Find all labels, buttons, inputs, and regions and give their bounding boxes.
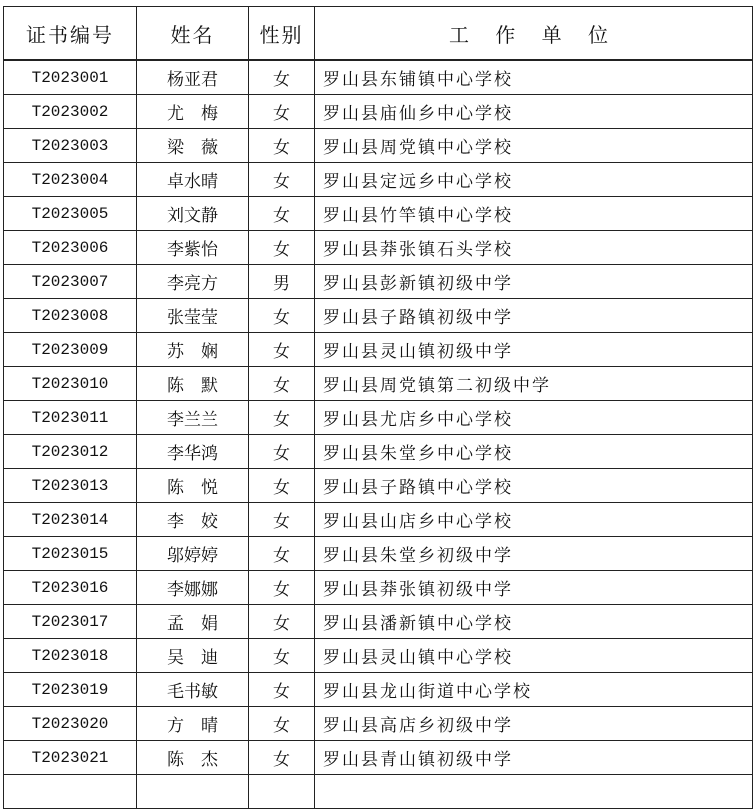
table-row [4, 401, 753, 435]
certificate-number-cell: T2023020 [4, 707, 137, 741]
name-cell: 刘文静 [137, 197, 249, 231]
work-unit-cell: 罗山县青山镇初级中学 [315, 741, 753, 775]
work-unit-cell: 罗山县莽张镇初级中学 [315, 571, 753, 605]
work-unit-cell: 罗山县尤店乡中心学校 [315, 401, 753, 435]
table-row [4, 163, 753, 197]
work-unit-cell: 罗山县潘新镇中心学校 [315, 605, 753, 639]
work-unit-cell: 罗山县朱堂乡中心学校 [315, 435, 753, 469]
work-unit-cell: 罗山县灵山镇初级中学 [315, 333, 753, 367]
table-row [4, 299, 753, 333]
table-row [4, 333, 753, 367]
table-row [4, 469, 753, 503]
table-row [4, 707, 753, 741]
header-row [4, 7, 753, 61]
name-cell: 李华鸿 [137, 435, 249, 469]
certificate-number-cell: T2023011 [4, 401, 137, 435]
gender-cell: 男 [249, 265, 315, 299]
gender-cell: 女 [249, 401, 315, 435]
table-body [4, 60, 753, 809]
certificate-number-cell: T2023010 [4, 367, 137, 401]
work-unit-cell: 罗山县周党镇中心学校 [315, 129, 753, 163]
name-cell: 张莹莹 [137, 299, 249, 333]
certificate-number-cell: T2023007 [4, 265, 137, 299]
name-cell: 方 晴 [137, 707, 249, 741]
name-cell: 梁 薇 [137, 129, 249, 163]
gender-cell: 女 [249, 333, 315, 367]
certificate-number-cell: T2023016 [4, 571, 137, 605]
certificate-number-cell: T2023018 [4, 639, 137, 673]
gender-cell: 女 [249, 673, 315, 707]
certificate-number-cell: T2023017 [4, 605, 137, 639]
certificate-number-cell: T2023013 [4, 469, 137, 503]
table-row [4, 367, 753, 401]
gender-cell: 女 [249, 129, 315, 163]
header-certificate-number: 证书编号 [4, 7, 137, 61]
table-row [4, 639, 753, 673]
table-row [4, 129, 753, 163]
gender-cell: 女 [249, 231, 315, 265]
gender-cell: 女 [249, 537, 315, 571]
table-row [4, 571, 753, 605]
name-cell: 李娜娜 [137, 571, 249, 605]
gender-cell: 女 [249, 741, 315, 775]
gender-cell: 女 [249, 469, 315, 503]
work-unit-cell: 罗山县高店乡初级中学 [315, 707, 753, 741]
name-cell: 李 姣 [137, 503, 249, 537]
name-cell: 吴 迪 [137, 639, 249, 673]
certificate-number-cell: T2023009 [4, 333, 137, 367]
table-row [4, 605, 753, 639]
name-cell: 李亮方 [137, 265, 249, 299]
table-row [4, 741, 753, 775]
gender-cell: 女 [249, 639, 315, 673]
table-row [4, 435, 753, 469]
table-row [4, 265, 753, 299]
name-cell: 李紫怡 [137, 231, 249, 265]
table-row [4, 231, 753, 265]
gender-cell: 女 [249, 605, 315, 639]
certificate-number-cell: T2023012 [4, 435, 137, 469]
gender-cell: 女 [249, 435, 315, 469]
gender-cell: 女 [249, 60, 315, 95]
table-row [4, 503, 753, 537]
work-unit-cell: 罗山县莽张镇石头学校 [315, 231, 753, 265]
name-cell: 陈 默 [137, 367, 249, 401]
work-unit-cell: 罗山县灵山镇中心学校 [315, 639, 753, 673]
certificate-number-cell: T2023021 [4, 741, 137, 775]
work-unit-cell: 罗山县周党镇第二初级中学 [315, 367, 753, 401]
work-unit-cell: 罗山县朱堂乡初级中学 [315, 537, 753, 571]
certificate-table [3, 6, 753, 809]
header-gender: 性别 [249, 7, 315, 61]
work-unit-cell: 罗山县定远乡中心学校 [315, 163, 753, 197]
certificate-number-cell: T2023015 [4, 537, 137, 571]
name-cell: 卓水晴 [137, 163, 249, 197]
header-work-unit: 工 作 单 位 [315, 7, 753, 61]
table-row [4, 60, 753, 95]
name-cell: 毛书敏 [137, 673, 249, 707]
name-cell: 苏 娴 [137, 333, 249, 367]
gender-cell: 女 [249, 95, 315, 129]
gender-cell: 女 [249, 707, 315, 741]
gender-cell: 女 [249, 571, 315, 605]
work-unit-cell: 罗山县子路镇初级中学 [315, 299, 753, 333]
certificate-number-cell: T2023008 [4, 299, 137, 333]
table-row [4, 537, 753, 571]
certificate-number-cell: T2023006 [4, 231, 137, 265]
certificate-number-cell: T2023019 [4, 673, 137, 707]
certificate-number-cell: T2023004 [4, 163, 137, 197]
work-unit-cell: 罗山县竹竿镇中心学校 [315, 197, 753, 231]
work-unit-cell: 罗山县东铺镇中心学校 [315, 60, 753, 95]
table-row [4, 197, 753, 231]
work-unit-cell: 罗山县子路镇中心学校 [315, 469, 753, 503]
certificate-number-cell: T2023005 [4, 197, 137, 231]
name-cell: 孟 娟 [137, 605, 249, 639]
name-cell: 尤 梅 [137, 95, 249, 129]
gender-cell: 女 [249, 163, 315, 197]
name-cell: 李兰兰 [137, 401, 249, 435]
certificate-number-cell: T2023003 [4, 129, 137, 163]
name-cell: 陈 杰 [137, 741, 249, 775]
certificate-number-cell: T2023014 [4, 503, 137, 537]
gender-cell: 女 [249, 503, 315, 537]
work-unit-cell: 罗山县庙仙乡中心学校 [315, 95, 753, 129]
work-unit-cell: 罗山县山店乡中心学校 [315, 503, 753, 537]
table-row [4, 673, 753, 707]
gender-cell: 女 [249, 197, 315, 231]
name-cell: 邬婷婷 [137, 537, 249, 571]
header-name: 姓名 [137, 7, 249, 61]
name-cell: 陈 悦 [137, 469, 249, 503]
certificate-number-cell: T2023002 [4, 95, 137, 129]
table-row [4, 95, 753, 129]
work-unit-cell: 罗山县彭新镇初级中学 [315, 265, 753, 299]
gender-cell: 女 [249, 299, 315, 333]
gender-cell: 女 [249, 367, 315, 401]
name-cell: 杨亚君 [137, 60, 249, 95]
certificate-number-cell: T2023001 [4, 60, 137, 95]
work-unit-cell: 罗山县龙山街道中心学校 [315, 673, 753, 707]
